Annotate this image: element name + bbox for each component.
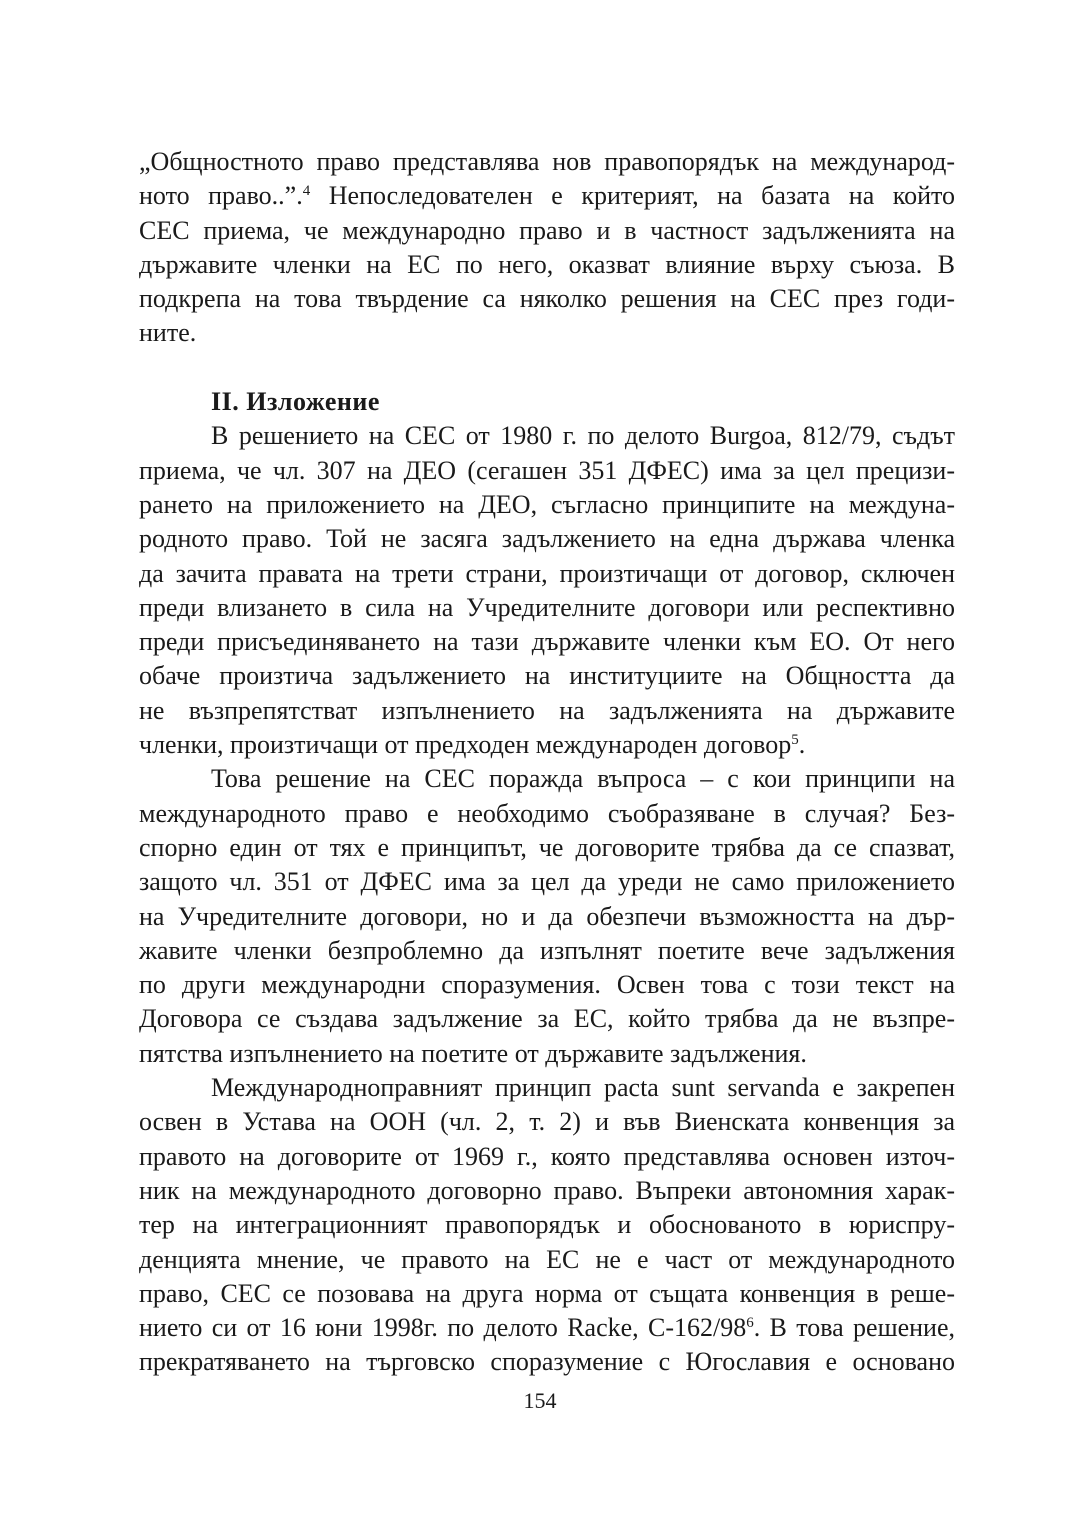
text-line: пятства изпълнението на поетите от държавите задължения. — [139, 1038, 807, 1068]
intro-paragraph — [139, 145, 955, 351]
footnote-ref-5[interactable]: 5 — [791, 732, 799, 749]
text-line: обаче произтича задължението на институциите на Общността да — [139, 661, 955, 691]
text-line: освен в Устава на ООН (чл. 2, т. 2) и във Виенската конвенция за — [139, 1107, 955, 1137]
text-line — [139, 179, 955, 213]
text-line: международното право е необходимо съобразяване в случая? Без- — [139, 798, 955, 828]
text-line: на Учредителните договори, но и да обезпечи възможността на дър- — [139, 901, 955, 931]
text-line: преди влизането в сила на Учредителните договори или респективно — [139, 592, 955, 622]
text-fragment: . — [798, 730, 806, 760]
text-line: Договора се създава задължение за ЕС, който трябва да не възпре- — [139, 1004, 955, 1034]
text-line: тер на интеграционният правопорядък и обоснованото в юриспру- — [139, 1210, 955, 1240]
text-line: държавите членки на ЕС по него, оказват влияние върху съюза. В — [139, 249, 955, 279]
text-fragment: нието си от 16 юни 1998г. по делото Racke, C-162/98 — [139, 1313, 747, 1343]
text-line: Международноправният принцип pacta sunt servanda е закрепен — [211, 1073, 955, 1103]
text-line — [139, 1311, 955, 1345]
paragraph-spacer — [139, 351, 955, 385]
text-line: подкрепа на това твърдение са няколко решения на СЕС през годи- — [139, 284, 955, 314]
body-text — [139, 145, 955, 1380]
text-line: родното право. Той не засяга задължението на една държава членка — [139, 524, 955, 554]
text-fragment: Непоследователен е критерият, на базата на който — [328, 181, 956, 211]
footnote-ref-4[interactable]: 4 — [302, 183, 311, 200]
text-fragment: ното право..”. — [139, 181, 303, 211]
text-line: ник на международното договорно право. Въпреки автономния харак- — [139, 1175, 955, 1205]
section-heading: II. Изложение — [211, 387, 380, 417]
text-line: ните. — [139, 318, 197, 348]
text-line: денцията мнение, че правото на ЕС не е част от международното — [139, 1244, 955, 1274]
text-line: по други международни споразумения. Освен това с този текст на — [139, 970, 955, 1000]
text-line: да зачита правата на трети страни, произтичащи от договор, сключен — [139, 558, 955, 588]
text-line: защото чл. 351 от ДФЕС има за цел да уреди не само приложението — [139, 867, 955, 897]
text-line: прекратяването на търговско споразумение с Югославия е основано — [139, 1347, 955, 1377]
text-line: СЕС приема, че международно право и в частност задълженията на — [139, 215, 955, 245]
text-line: спорно един от тях е принципът, че договорите трябва да се спазват, — [139, 832, 955, 862]
page-number: 154 — [523, 1388, 557, 1413]
text-line: жавите членки безпроблемно да изпълнят поетите вече задължения — [139, 935, 955, 965]
text-line: право, СЕС се позовава на друга норма от същата конвенция в реше- — [139, 1278, 955, 1308]
text-line: приема, че чл. 307 на ДЕО (сегашен 351 ДФЕС) има за цел прецизи- — [139, 455, 955, 485]
paragraph-question — [139, 762, 955, 1071]
text-line: правото на договорите от 1969 г., която представлява основен източ- — [139, 1141, 955, 1171]
footnote-ref-6[interactable]: 6 — [746, 1315, 754, 1332]
text-line — [139, 728, 955, 762]
text-line: преди присъединяването на тази държавите членки към ЕО. От него — [139, 627, 955, 657]
text-line: не възпрепятстват изпълнението на задълженията на държавите — [139, 695, 955, 725]
text-line: „Общностното право представлява нов правопорядък на международ- — [139, 147, 955, 176]
text-fragment: членки, произтичащи от предходен международен договор — [139, 730, 792, 760]
text-line: В решението на СЕС от 1980 г. по делото Burgoa, 812/79, съдът — [211, 421, 955, 451]
text-line: Това решение на СЕС поражда въпроса – с кои принципи на — [211, 764, 955, 794]
text-line: рането на приложението на ДЕО, съгласно принципите на междуна- — [139, 489, 955, 519]
text-fragment: . В това решение, — [753, 1313, 955, 1343]
paragraph-burgoa — [139, 419, 955, 762]
paragraph-pacta-sunt-servanda — [139, 1071, 955, 1380]
